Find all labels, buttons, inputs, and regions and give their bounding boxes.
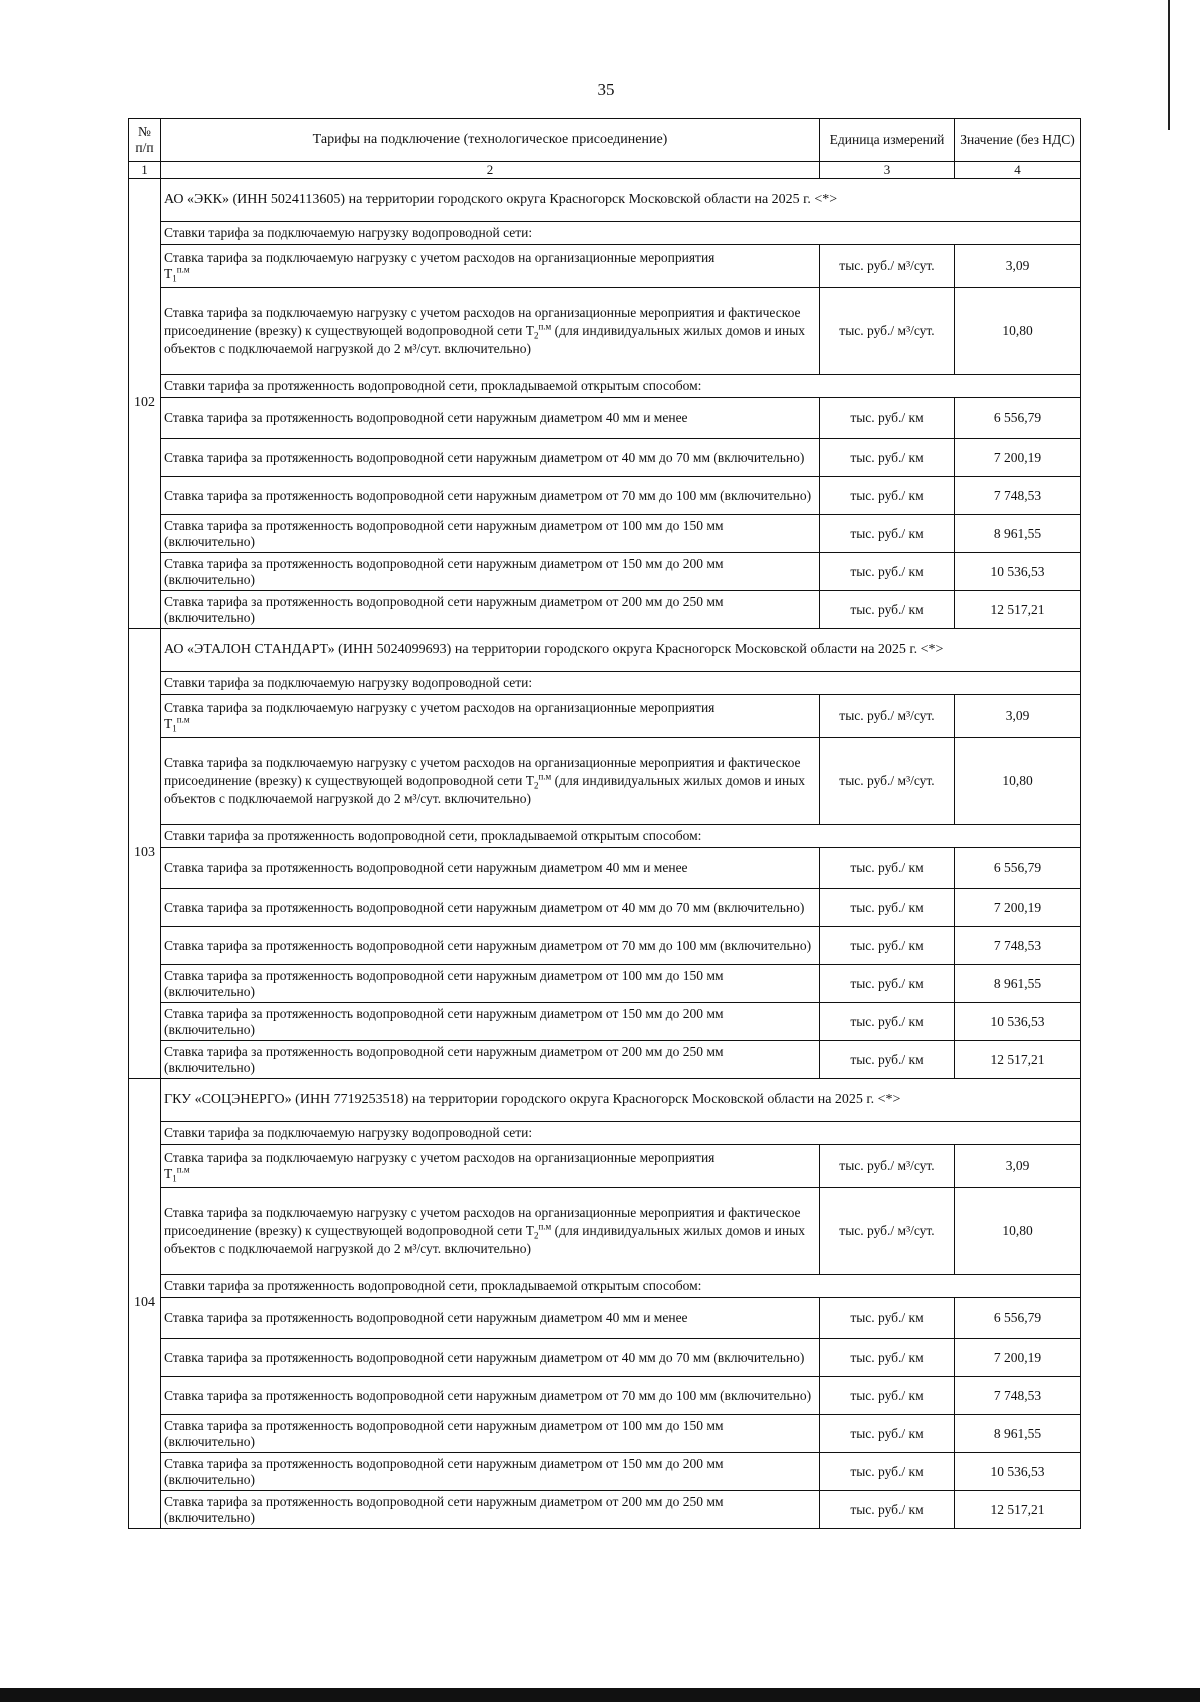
tariff-value: 8 961,55 bbox=[955, 515, 1081, 553]
tariff-row bbox=[129, 695, 1081, 738]
tariff-value: 8 961,55 bbox=[955, 1415, 1081, 1453]
section-title: Ставки тарифа за подключаемую нагрузку водопроводной сети: bbox=[161, 1122, 1081, 1145]
tariff-symbol-index: 1 bbox=[172, 723, 177, 734]
tariff-row bbox=[129, 288, 1081, 375]
tariff-unit: тыс. руб./ км bbox=[820, 965, 955, 1003]
tariff-row bbox=[129, 515, 1081, 553]
table-header-row bbox=[129, 119, 1081, 162]
tariffs-table bbox=[128, 118, 1081, 1529]
tariff-unit: тыс. руб./ км bbox=[820, 927, 955, 965]
tariff-name: Ставка тарифа за протяженность водопроводной сети наружным диаметром 40 мм и менее bbox=[161, 1298, 820, 1339]
tariff-unit: тыс. руб./ км bbox=[820, 1339, 955, 1377]
tariff-name bbox=[161, 1188, 820, 1275]
tariff-name: Ставка тарифа за протяженность водопроводной сети наружным диаметром от 150 мм до 200 мм (включительно) bbox=[161, 1003, 820, 1041]
tariff-row bbox=[129, 1491, 1081, 1529]
tariff-text-continued: (для индивидуальных жилых домов и иных объектов с подключаемой нагрузкой до 2 м³/сут. включительно) bbox=[164, 772, 806, 807]
tariff-row bbox=[129, 245, 1081, 288]
section-title: Ставки тарифа за протяженность водопроводной сети, прокладываемой открытым способом: bbox=[161, 825, 1081, 848]
tariff-row bbox=[129, 1298, 1081, 1339]
organization-row bbox=[129, 179, 1081, 222]
tariff-unit: тыс. руб./ км bbox=[820, 889, 955, 927]
tariff-row bbox=[129, 738, 1081, 825]
tariff-name: Ставка тарифа за протяженность водопроводной сети наружным диаметром от 150 мм до 200 мм (включительно) bbox=[161, 553, 820, 591]
tariff-unit: тыс. руб./ км bbox=[820, 1415, 955, 1453]
tariff-symbol: Т bbox=[164, 266, 173, 281]
tariff-name: Ставка тарифа за протяженность водопроводной сети наружным диаметром от 100 мм до 150 мм (включительно) bbox=[161, 1415, 820, 1453]
tariff-unit: тыс. руб./ км bbox=[820, 591, 955, 629]
page-number: 35 bbox=[597, 80, 615, 99]
tariff-name: Ставка тарифа за протяженность водопроводной сети наружным диаметром от 70 мм до 100 мм (включительно) bbox=[161, 1377, 820, 1415]
tariff-unit: тыс. руб./ м³/сут. bbox=[820, 1145, 955, 1188]
tariff-row bbox=[129, 591, 1081, 629]
tariff-value: 10 536,53 bbox=[955, 1003, 1081, 1041]
section-title: Ставки тарифа за протяженность водопроводной сети, прокладываемой открытым способом: bbox=[161, 1275, 1081, 1298]
tariff-value: 12 517,21 bbox=[955, 591, 1081, 629]
tariff-unit: тыс. руб./ км bbox=[820, 1453, 955, 1491]
tariff-name bbox=[161, 245, 820, 288]
tariff-unit: тыс. руб./ км bbox=[820, 1041, 955, 1079]
tariff-value: 12 517,21 bbox=[955, 1041, 1081, 1079]
tariff-name: Ставка тарифа за протяженность водопроводной сети наружным диаметром от 70 мм до 100 мм (включительно) bbox=[161, 477, 820, 515]
tariff-row bbox=[129, 1188, 1081, 1275]
tariff-row bbox=[129, 477, 1081, 515]
tariff-name: Ставка тарифа за протяженность водопроводной сети наружным диаметром 40 мм и менее bbox=[161, 398, 820, 439]
tariff-row bbox=[129, 1453, 1081, 1491]
tariff-value: 7 200,19 bbox=[955, 439, 1081, 477]
tariff-unit: тыс. руб./ м³/сут. bbox=[820, 695, 955, 738]
tariff-unit: тыс. руб./ м³/сут. bbox=[820, 288, 955, 375]
row-number: 104 bbox=[129, 1079, 161, 1529]
tariff-text: Ставка тарифа за подключаемую нагрузку с учетом расходов на организационные мероприятия и фактическое присоединение (врезку) к существующей водопроводной сети bbox=[164, 754, 801, 788]
tariff-value: 10,80 bbox=[955, 288, 1081, 375]
tariff-symbol-superscript: п.м bbox=[176, 1164, 190, 1175]
tariff-symbol-index: 2 bbox=[533, 780, 539, 791]
tariff-value: 10,80 bbox=[955, 738, 1081, 825]
tariff-unit: тыс. руб./ м³/сут. bbox=[820, 245, 955, 288]
scan-edge-line bbox=[1168, 0, 1170, 130]
section-row bbox=[129, 1275, 1081, 1298]
tariff-symbol: Т bbox=[525, 1222, 534, 1238]
tariff-unit: тыс. руб./ км bbox=[820, 553, 955, 591]
tariff-unit: тыс. руб./ км bbox=[820, 1491, 955, 1529]
section-title: Ставки тарифа за подключаемую нагрузку водопроводной сети: bbox=[161, 672, 1081, 695]
tariff-symbol: Т bbox=[164, 716, 173, 731]
tariff-row bbox=[129, 1041, 1081, 1079]
organization-row bbox=[129, 629, 1081, 672]
tariff-row bbox=[129, 889, 1081, 927]
tariff-row bbox=[129, 398, 1081, 439]
scan-bottom-edge bbox=[0, 1688, 1200, 1702]
tariff-value: 7 748,53 bbox=[955, 477, 1081, 515]
organization-title: ГКУ «СОЦЭНЕРГО» (ИНН 7719253518) на территории городского округа Красногорск Московской области на 2025 г. <*> bbox=[161, 1079, 1081, 1122]
tariff-value: 7 748,53 bbox=[955, 1377, 1081, 1415]
tariff-value: 6 556,79 bbox=[955, 398, 1081, 439]
tariff-text-continued: (для индивидуальных жилых домов и иных объектов с подключаемой нагрузкой до 2 м³/сут. включительно) bbox=[164, 322, 806, 357]
tariff-symbol: Т bbox=[164, 1166, 173, 1181]
tariff-unit: тыс. руб./ км bbox=[820, 1377, 955, 1415]
tariff-row bbox=[129, 965, 1081, 1003]
header-tariffs: Тарифы на подключение (технологическое присоединение) bbox=[161, 119, 820, 162]
tariff-value: 6 556,79 bbox=[955, 848, 1081, 889]
tariff-text: Ставка тарифа за подключаемую нагрузку с учетом расходов на организационные мероприятия и фактическое присоединение (врезку) к существующей водопроводной сети bbox=[164, 304, 801, 338]
tariff-name: Ставка тарифа за протяженность водопроводной сети наружным диаметром от 150 мм до 200 мм (включительно) bbox=[161, 1453, 820, 1491]
section-row bbox=[129, 1122, 1081, 1145]
section-row bbox=[129, 222, 1081, 245]
tariff-row bbox=[129, 1003, 1081, 1041]
tariff-name: Ставка тарифа за протяженность водопроводной сети наружным диаметром от 200 мм до 250 мм (включительно) bbox=[161, 1041, 820, 1079]
tariff-name: Ставка тарифа за протяженность водопроводной сети наружным диаметром от 40 мм до 70 мм (включительно) bbox=[161, 889, 820, 927]
tariff-name: Ставка тарифа за протяженность водопроводной сети наружным диаметром от 100 мм до 150 мм (включительно) bbox=[161, 515, 820, 553]
section-row bbox=[129, 375, 1081, 398]
tariff-text: Ставка тарифа за подключаемую нагрузку с учетом расходов на организационные мероприятия bbox=[164, 250, 715, 266]
tariff-value: 10,80 bbox=[955, 1188, 1081, 1275]
tariff-value: 12 517,21 bbox=[955, 1491, 1081, 1529]
tariff-name bbox=[161, 1145, 820, 1188]
tariff-symbol: Т bbox=[525, 772, 534, 788]
tariff-name: Ставка тарифа за протяженность водопроводной сети наружным диаметром от 40 мм до 70 мм (включительно) bbox=[161, 1339, 820, 1377]
tariff-unit: тыс. руб./ км bbox=[820, 398, 955, 439]
tariff-name bbox=[161, 288, 820, 375]
tariff-unit: тыс. руб./ м³/сут. bbox=[820, 738, 955, 825]
tariff-row bbox=[129, 1145, 1081, 1188]
tariff-value: 7 748,53 bbox=[955, 927, 1081, 965]
section-row bbox=[129, 825, 1081, 848]
row-number: 102 bbox=[129, 179, 161, 629]
column-index: 2 bbox=[161, 162, 820, 179]
tariff-row bbox=[129, 553, 1081, 591]
section-title: Ставки тарифа за подключаемую нагрузку водопроводной сети: bbox=[161, 222, 1081, 245]
tariff-unit: тыс. руб./ км bbox=[820, 1003, 955, 1041]
tariff-value: 3,09 bbox=[955, 1145, 1081, 1188]
column-index: 4 bbox=[955, 162, 1081, 179]
tariff-unit: тыс. руб./ км bbox=[820, 848, 955, 889]
organization-title: АО «ЭКК» (ИНН 5024113605) на территории городского округа Красногорск Московской области на 2025 г. <*> bbox=[161, 179, 1081, 222]
organization-row bbox=[129, 1079, 1081, 1122]
section-title: Ставки тарифа за протяженность водопроводной сети, прокладываемой открытым способом: bbox=[161, 375, 1081, 398]
organization-title: АО «ЭТАЛОН СТАНДАРТ» (ИНН 5024099693) на территории городского округа Красногорск Московской области на 2025 г. <*> bbox=[161, 629, 1081, 672]
header-value: Значение (без НДС) bbox=[955, 119, 1081, 162]
tariff-symbol-index: 1 bbox=[172, 273, 177, 284]
tariff-value: 3,09 bbox=[955, 245, 1081, 288]
column-index: 1 bbox=[129, 162, 161, 179]
tariff-name: Ставка тарифа за протяженность водопроводной сети наружным диаметром от 100 мм до 150 мм (включительно) bbox=[161, 965, 820, 1003]
tariff-name: Ставка тарифа за протяженность водопроводной сети наружным диаметром от 40 мм до 70 мм (включительно) bbox=[161, 439, 820, 477]
tariff-unit: тыс. руб./ км bbox=[820, 477, 955, 515]
tariff-value: 7 200,19 bbox=[955, 889, 1081, 927]
tariff-unit: тыс. руб./ км bbox=[820, 439, 955, 477]
tariff-symbol-superscript: п.м bbox=[538, 1221, 552, 1232]
tariff-name: Ставка тарифа за протяженность водопроводной сети наружным диаметром 40 мм и менее bbox=[161, 848, 820, 889]
column-index: 3 bbox=[820, 162, 955, 179]
tariff-text: Ставка тарифа за подключаемую нагрузку с учетом расходов на организационные мероприятия bbox=[164, 700, 715, 716]
tariff-value: 3,09 bbox=[955, 695, 1081, 738]
tariff-name: Ставка тарифа за протяженность водопроводной сети наружным диаметром от 200 мм до 250 мм (включительно) bbox=[161, 1491, 820, 1529]
tariff-text-continued: (для индивидуальных жилых домов и иных объектов с подключаемой нагрузкой до 2 м³/сут. включительно) bbox=[164, 1222, 806, 1257]
tariff-symbol-superscript: п.м bbox=[538, 321, 552, 332]
tariff-value: 10 536,53 bbox=[955, 553, 1081, 591]
tariff-unit: тыс. руб./ м³/сут. bbox=[820, 1188, 955, 1275]
section-row bbox=[129, 672, 1081, 695]
tariff-value: 6 556,79 bbox=[955, 1298, 1081, 1339]
tariff-value: 10 536,53 bbox=[955, 1453, 1081, 1491]
tariff-unit: тыс. руб./ км bbox=[820, 1298, 955, 1339]
tariff-symbol-superscript: п.м bbox=[176, 714, 190, 725]
tariff-symbol-superscript: п.м bbox=[538, 771, 552, 782]
column-index-row bbox=[129, 162, 1081, 179]
tariff-symbol-index: 2 bbox=[533, 1230, 539, 1241]
tariff-row bbox=[129, 848, 1081, 889]
header-number: № п/п bbox=[129, 119, 161, 162]
tariff-symbol-index: 2 bbox=[533, 330, 539, 341]
tariff-symbol-superscript: п.м bbox=[176, 264, 190, 275]
tariff-text: Ставка тарифа за подключаемую нагрузку с учетом расходов на организационные мероприятия и фактическое присоединение (врезку) к существующей водопроводной сети bbox=[164, 1204, 801, 1238]
tariff-row bbox=[129, 1377, 1081, 1415]
tariff-row bbox=[129, 927, 1081, 965]
tariff-value: 8 961,55 bbox=[955, 965, 1081, 1003]
tariff-row bbox=[129, 439, 1081, 477]
tariff-name bbox=[161, 695, 820, 738]
tariff-name: Ставка тарифа за протяженность водопроводной сети наружным диаметром от 200 мм до 250 мм (включительно) bbox=[161, 591, 820, 629]
tariff-symbol-index: 1 bbox=[172, 1173, 177, 1184]
tariff-value: 7 200,19 bbox=[955, 1339, 1081, 1377]
tariff-text: Ставка тарифа за подключаемую нагрузку с учетом расходов на организационные мероприятия bbox=[164, 1150, 715, 1166]
row-number: 103 bbox=[129, 629, 161, 1079]
header-unit: Единица измерений bbox=[820, 119, 955, 162]
tariff-name: Ставка тарифа за протяженность водопроводной сети наружным диаметром от 70 мм до 100 мм (включительно) bbox=[161, 927, 820, 965]
tariff-unit: тыс. руб./ км bbox=[820, 515, 955, 553]
tariff-name bbox=[161, 738, 820, 825]
tariff-row bbox=[129, 1415, 1081, 1453]
tariff-symbol: Т bbox=[525, 322, 534, 338]
tariff-row bbox=[129, 1339, 1081, 1377]
